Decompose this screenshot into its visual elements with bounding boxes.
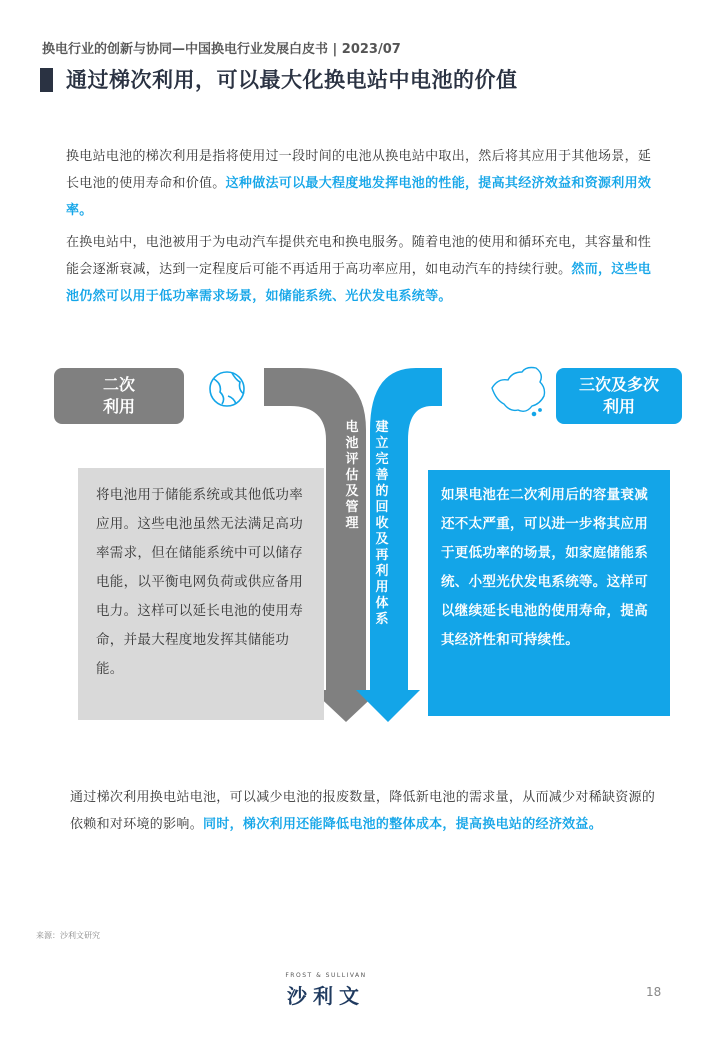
secondary-use-label-line1: 二次 <box>102 375 135 394</box>
conclusion-highlight: 同时，梯次利用还能降低电池的整体成本，提高换电站的经济效益。 <box>203 817 603 832</box>
tertiary-use-panel: 如果电池在二次利用后的容量衰减还不太严重，可以进一步将其应用于更低功率的场景，如家庭储能系统、小型光伏发电系统等。这样可以继续延长电池的使用寿命，提高其经济性和可持续性。 <box>428 470 670 716</box>
secondary-use-panel: 将电池用于储能系统或其他低功率应用。这些电池虽然无法满足高功率需求，但在储能系统中可以储存电能，以平衡电网负荷或供应备用电力。这样可以延长电池的使用寿命，并最大程度地发挥其储能功能。 <box>78 468 324 720</box>
brand-logo: 沙利文 <box>287 984 365 1008</box>
intro-highlight: 这种做法可以最大程度地发挥电池的性能，提高其经济效益和资源利用效率。 <box>66 176 652 218</box>
tertiary-use-label-line1: 三次及多次 <box>578 375 659 394</box>
blue-arrow-text: 建立完善的回收及再利用体系 <box>375 420 389 627</box>
tertiary-use-label <box>556 368 682 424</box>
source-note: 来源：沙利文研究 <box>36 931 100 940</box>
secondary-use-label <box>54 368 184 424</box>
intro-text: 换电站电池的梯次利用是指将使用过一段时间的电池从换电站中取出，然后将其应用于其他场景，延长电池的使用寿命和价值。 <box>66 149 652 191</box>
context-text: 在换电站中，电池被用于为电动汽车提供充电和换电服务。随着电池的使用和循环充电，其容量和性能会逐渐衰减，达到一定程度后可能不再适用于高功率应用，如电动汽车的持续行驶。 <box>66 235 652 277</box>
page-number: 18 <box>646 985 662 999</box>
conclusion-text: 通过梯次利用换电站电池，可以减少电池的报废数量，降低新电池的需求量，从而减少对稀缺资源的依赖和对环境的影响。 <box>70 790 656 832</box>
context-highlight: 然而，这些电池仍然可以用于低功率需求场景，如储能系统、光伏发电系统等。 <box>66 262 652 304</box>
document-header: 换电行业的创新与协同—中国换电行业发展白皮书 | 2023/07 <box>42 42 401 57</box>
conclusion-paragraph <box>70 784 660 838</box>
globe-icon <box>210 372 244 406</box>
secondary-use-label-line2: 利用 <box>102 397 135 416</box>
page-title: 通过梯次利用，可以最大化换电站中电池的价值 <box>66 68 518 92</box>
china-map-icon <box>492 368 545 416</box>
gray-arrow-text: 电池评估及管理 <box>345 420 359 531</box>
logo-tagline: FROST & SULLIVAN <box>285 972 367 979</box>
tertiary-use-label-line2: 利用 <box>602 397 635 416</box>
